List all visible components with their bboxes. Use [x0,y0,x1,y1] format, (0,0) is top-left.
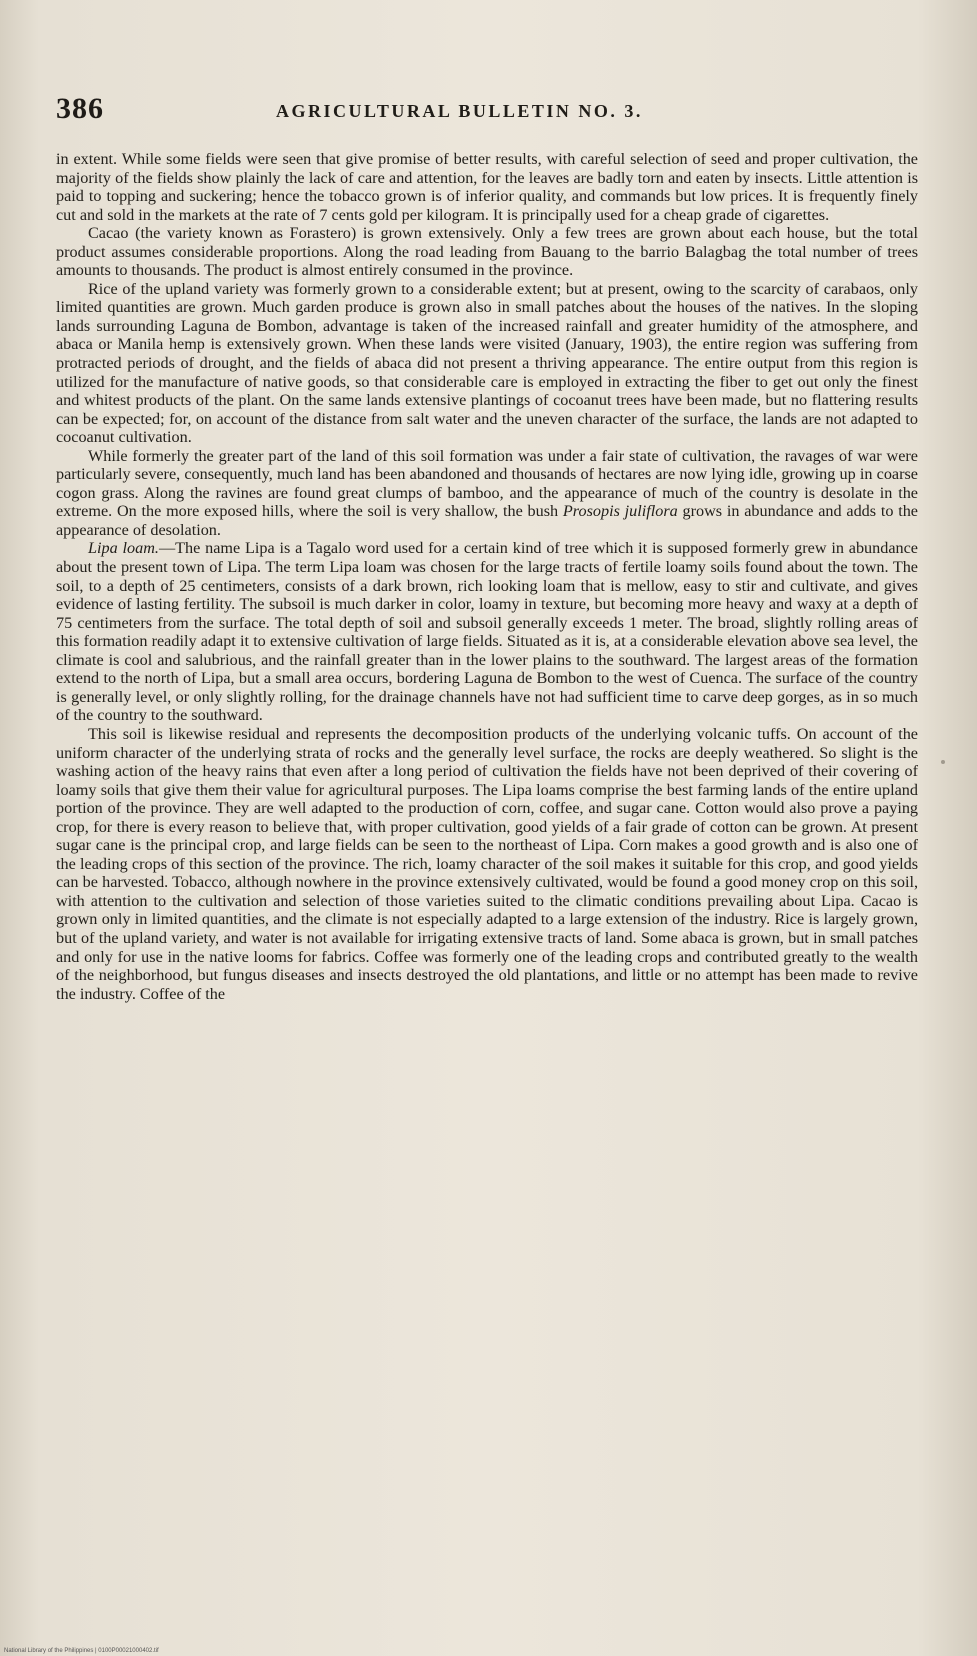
section-heading-lipa-loam: Lipa loam. [88,539,159,558]
running-head: AGRICULTURAL BULLETIN NO. 3. [276,101,643,121]
paragraph-4-text-b: grows in abundance and adds to the appearance of desolation. [56,502,918,539]
paragraph-3: Rice of the upland variety was formerly grown to a considerable extent; but at present, owing to the scarcity of carabaos, only limited quantities are grown. Much garden produce is grown also in small patches about the houses of the natives. In the sloping lands surrounding Laguna de Bombon, advantage is taken of the increased rainfall and greater humidity of the atmosphere, and abaca or Manila hemp is extensively grown. When these lands were visited (January, 1903), the entire region was suffering from protracted periods of drought, and the fields of abaca did not present a thriving appearance. The entire output from this region is utilized for the manufacture of native goods, so that considerable care is employed in extracting the fiber to get out only the finest and whitest products of the plant. On the same lands extensive plantings of cocoanut trees have been made, but no flattering results can be expected; for, on account of the distance from salt water and the uneven character of the surface, the lands are not adapted to cocoanut cultivation. [56,279,918,447]
paragraph-5-text: —The name Lipa is a Tagalo word used for a certain kind of tree which it is supposed formerly grew in abundance about the present town of Lipa. The term Lipa loam was chosen for the large tracts of fertile loamy soils found about the town. The soil, to a depth of 25 centimeters, consists of a dark brown, rich looking loam that is mellow, easy to stir and cultivate, and gives evidence of lasting fertility. The subsoil is much darker in color, loamy in texture, but becoming more heavy and waxy at a depth of 75 centimeters from the surface. The total depth of soil and subsoil generally exceeds 1 meter. The broad, slightly rolling areas of this formation readily adapt it to extensive cultivation of large fields. Situated as it is, at a considerable elevation above sea level, the climate is cool and salubrious, and the rainfall greater than in the lower plains to the southward. The largest areas of the formation extend to the north of Lipa, but a small area occurs, bordering Laguna de Bombon to the west of Cuenca. The surface of the country is generally level, or only slightly rolling, for the drainage channels have not had sufficient time to carve deep gorges, as in so much of the country to the southward. [56,539,918,725]
scan-footer: National Library of the Philippines | 0100P00021000402.tif [4,1648,159,1654]
body-text [56,150,918,1003]
paragraph-2: Cacao (the variety known as Forastero) is grown extensively. Only a few trees are grown about each house, but the total product assumes considerable proportions. Along the road leading from Bauang to the barrio Balagbag the total number of trees amounts to thousands. The product is almost entirely consumed in the province. [56,224,918,280]
paragraph-5 [56,539,918,724]
paragraph-4 [56,447,918,540]
page-number: 386 [56,92,104,125]
paragraph-1: in extent. While some fields were seen that give promise of better results, with careful selection of seed and proper cultivation, the majority of the fields show plainly the lack of care and attention, for the leaves are badly torn and eaten by insects. Little attention is paid to topping and suckering; hence the tobacco grown is of inferior quality, and commands but low prices. It is frequently finely cut and sold in the markets at the rate of 7 cents gold per kilogram. It is principally used for a cheap grade of cigarettes. [56,150,918,224]
species-name: Prosopis juliflora [562,502,678,521]
page-header [56,92,918,132]
paper-speck [941,760,945,764]
paragraph-6: This soil is likewise residual and represents the decomposition products of the underlying volcanic tuffs. On account of the uniform character of the underlying strata of rocks and the generally level surface, the rocks are deeply weathered. So slight is the washing action of the heavy rains that even after a long period of cultivation the fields have not been deprived of their covering of loamy soils that give them their value for agricultural purposes. The Lipa loams comprise the best farming lands of the entire upland portion of the province. They are well adapted to the production of corn, coffee, and sugar cane. Cotton would also prove a paying crop, for there is every reason to believe that, with proper cultivation, good yields of a fair grade of cotton can be grown. At present sugar cane is the principal crop, and large fields can be seen to the northeast of Lipa. Corn makes a good growth and is also one of the leading crops of this section of the province. The rich, loamy character of the soil makes it suitable for this crop, and good yields can be harvested. Tobacco, although nowhere in the province extensively cultivated, would be found a good money crop on this soil, with attention to the cultivation and selection of those varieties suited to the climatic conditions prevailing about Lipa. Cacao is grown only in limited quantities, and the climate is not especially adapted to a large extension of the industry. Rice is largely grown, but of the upland variety, and water is not available for irrigating extensive tracts of land. Some abaca is grown, but in small patches and only for use in the native looms for fabrics. Coffee was formerly one of the leading crops and contributed greatly to the wealth of the neighborhood, but fungus diseases and insects destroyed the old plantations, and little or no attempt has been made to revive the industry. Coffee of the [56,724,918,1003]
paragraph-4-text-a: While formerly the greater part of the land of this soil formation was under a fair state of cultivation, the ravages of war were particularly severe, consequently, much land has been abandoned and thousands of hectares are now lying idle, growing up in coarse cogon grass. Along the ravines are found great clumps of bamboo, and the appearance of much of the country is desolate in the extreme. On the more exposed hills, where the soil is very shallow, the bush [56,446,918,521]
